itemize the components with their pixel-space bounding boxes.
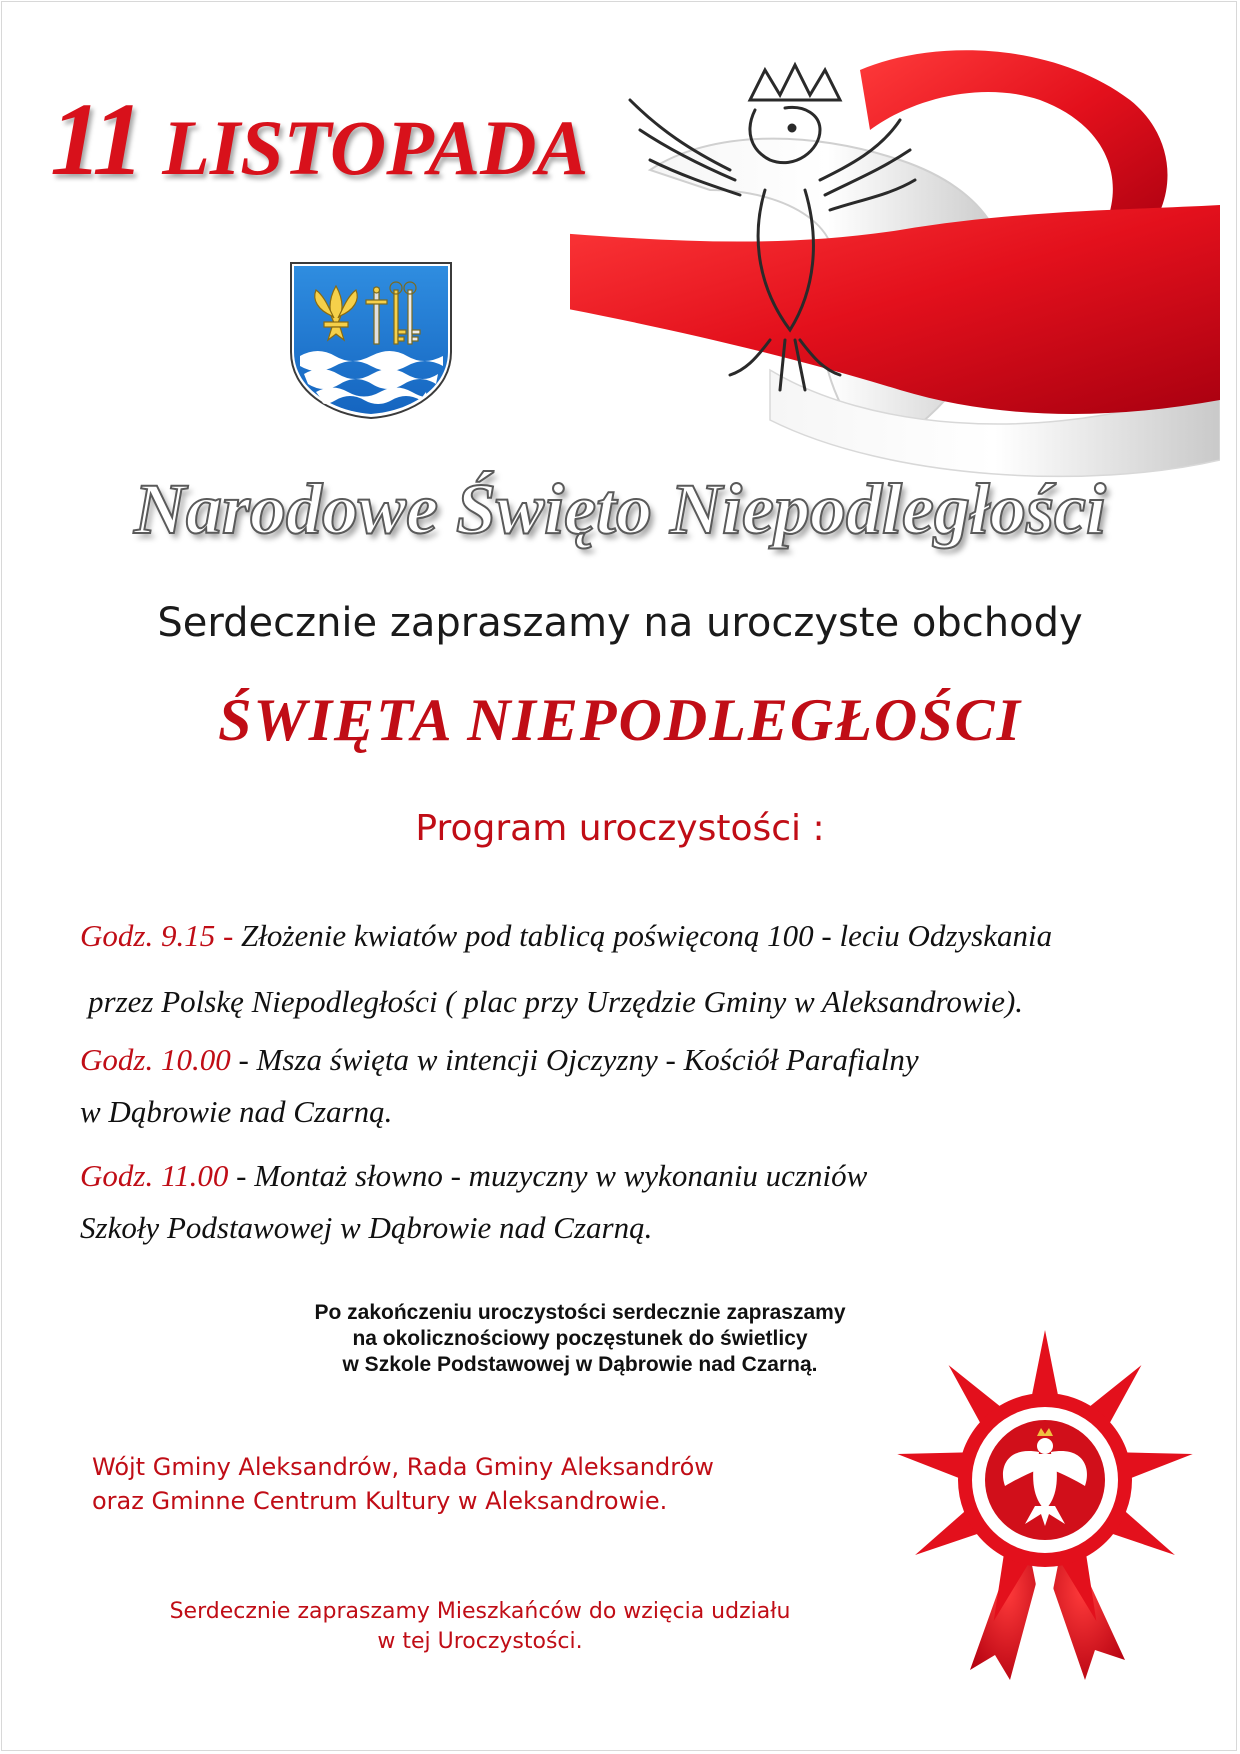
program-item-3-text: - Montaż słowno - muzyczny w wykonaniu uczniów [228, 1158, 868, 1193]
organizers-line-2: oraz Gminne Centrum Kultury w Aleksandrowie. [92, 1487, 668, 1515]
after-event-line-1: Po zakończeniu uroczystości serdecznie zapraszamy [314, 1301, 846, 1324]
program-item-3-line-1 [80, 1158, 867, 1194]
program-item-2-line-1 [80, 1042, 919, 1078]
program-item-3-line-2: Szkoły Podstawowej w Dąbrowie nad Czarną. [80, 1210, 653, 1245]
closing-line-2: w tej Uroczystości. [377, 1629, 583, 1654]
after-event-line-2: na okolicznościowy poczęstunek do świetlicy [352, 1327, 808, 1350]
coat-of-arms-icon [288, 260, 454, 420]
program-item-1-text: Złożenie kwiatów pod tablicą poświęconą 100 - leciu Odzyskania [233, 918, 1053, 953]
after-event-line-3: w Szkole Podstawowej w Dąbrowie nad Czarną. [342, 1353, 818, 1376]
program-item-2-time: Godz. 10.00 [80, 1042, 231, 1077]
flag-eagle-ribbon-icon [570, 40, 1220, 480]
cockade-eagle-icon [880, 1330, 1210, 1690]
program-item-2-text: - Msza święta w intencji Ojczyzny - Kościół Parafialny [230, 1042, 919, 1077]
program-item-1-line-2: przez Polskę Niepodległości ( plac przy Urzędzie Gminy w Aleksandrowie). [88, 984, 1024, 1019]
after-event-note [200, 1300, 960, 1378]
program-item-1-line-1 [80, 918, 1052, 954]
organizers [92, 1450, 852, 1518]
closing-invitation [100, 1597, 860, 1657]
closing-line-1: Serdecznie zapraszamy Mieszkańców do wzięcia udziału [169, 1599, 791, 1624]
invitation-line: Serdecznie zapraszamy na uroczyste obchody [157, 600, 1083, 646]
holiday-title: Narodowe Święto Niepodległości [134, 469, 1106, 549]
program-item-1-time: Godz. 9.15 - [80, 918, 234, 953]
holiday-name: ŚWIĘTA NIEPODLEGŁOŚCI [218, 687, 1022, 753]
date-day: 11 [50, 82, 141, 197]
organizers-line-1: Wójt Gminy Aleksandrów, Rada Gminy Aleksandrów [92, 1453, 714, 1481]
program-item-3-time: Godz. 11.00 [80, 1158, 229, 1193]
program-item-2-line-2: w Dąbrowie nad Czarną. [80, 1094, 393, 1129]
program-heading: Program uroczystości : [415, 808, 825, 849]
date-month: LISTOPADA [162, 104, 589, 191]
